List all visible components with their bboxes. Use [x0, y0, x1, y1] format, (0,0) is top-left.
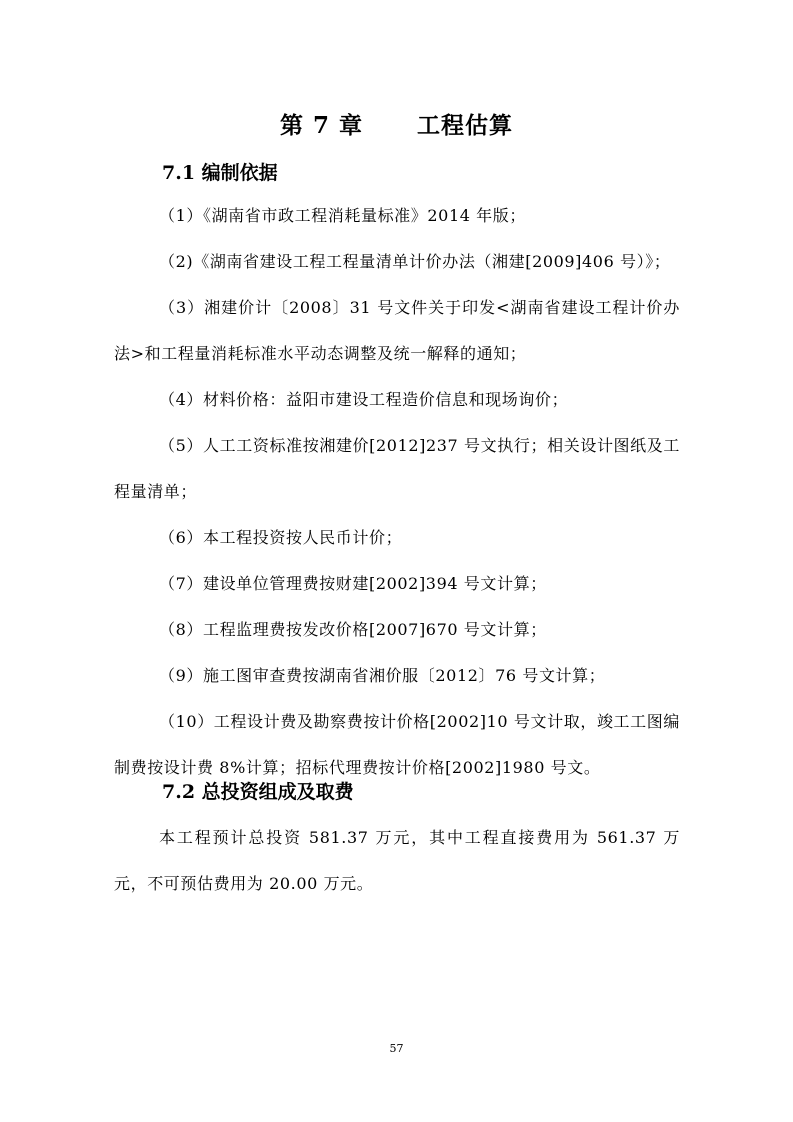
- basis-item-4: （4）材料价格：益阳市建设工程造价信息和现场询价；: [159, 390, 569, 409]
- chapter-title: 第 7 章 工程估算: [279, 112, 514, 139]
- section-heading-7-1: 7.1 编制依据: [162, 162, 278, 184]
- section-heading-7-2: 7.2 总投资组成及取费: [162, 781, 354, 803]
- basis-item-7: （7）建设单位管理费按财建[2002]394 号文计算；: [159, 574, 547, 593]
- basis-item-8: （8）工程监理费按发改价格[2007]670 号文计算；: [159, 620, 547, 639]
- basis-item-3: （3）湘建价计〔2008〕31 号文件关于印发<湖南省建设工程计价办法>和工程量消耗标准水平动态调整及统一解释的通知；: [114, 298, 680, 363]
- page-number: 57: [389, 1042, 404, 1055]
- basis-item-6: （6）本工程投资按人民币计价；: [159, 528, 403, 547]
- basis-item-2: （2)《湖南省建设工程工程量清单计价办法（湘建[2009]406 号）》；: [159, 252, 671, 271]
- investment-paragraph: 本工程预计总投资 581.37 万元，其中工程直接费用为 561.37 万元，不可预估费用为 20.00 万元。: [114, 828, 680, 893]
- basis-item-1: （1）《湖南省市政工程消耗量标准》2014 年版；: [159, 206, 526, 225]
- basis-item-10: （10）工程设计费及勘察费按计价格[2002]10 号文计取，竣工工图编制费按设计费 8%计算；招标代理费按计价格[2002]1980 号文。: [114, 712, 680, 777]
- basis-item-9: （9）施工图审查费按湖南省湘价服〔2012〕76 号文计算；: [159, 666, 606, 685]
- basis-item-5: （5）人工工资标准按湘建价[2012]237 号文执行；相关设计图纸及工程量清单；: [114, 436, 680, 501]
